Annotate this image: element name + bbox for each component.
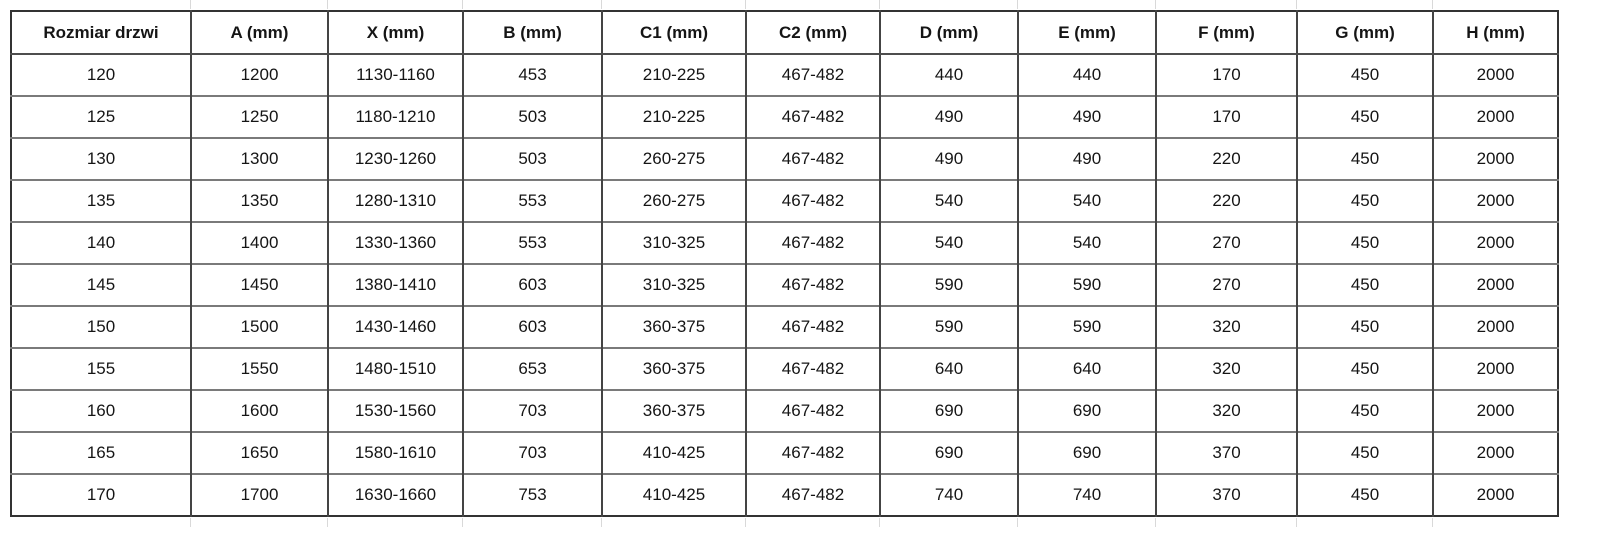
table-cell: 1180-1210 bbox=[328, 96, 463, 138]
table-cell: 1380-1410 bbox=[328, 264, 463, 306]
table-cell: 370 bbox=[1156, 474, 1297, 516]
table-cell: 603 bbox=[463, 264, 602, 306]
column-header: H (mm) bbox=[1433, 11, 1558, 54]
table-cell: 2000 bbox=[1433, 96, 1558, 138]
table-cell: 410-425 bbox=[602, 474, 746, 516]
table-cell: 1500 bbox=[191, 306, 328, 348]
table-cell: 1230-1260 bbox=[328, 138, 463, 180]
table-cell: 450 bbox=[1297, 432, 1433, 474]
table-cell: 2000 bbox=[1433, 222, 1558, 264]
table-cell: 1280-1310 bbox=[328, 180, 463, 222]
table-cell: 490 bbox=[1018, 96, 1156, 138]
table-cell: 260-275 bbox=[602, 180, 746, 222]
table-cell: 540 bbox=[1018, 180, 1156, 222]
table-cell: 170 bbox=[11, 474, 191, 516]
table-cell: 450 bbox=[1297, 390, 1433, 432]
table-cell: 753 bbox=[463, 474, 602, 516]
table-row bbox=[11, 348, 1558, 390]
table-cell: 320 bbox=[1156, 306, 1297, 348]
table-cell: 467-482 bbox=[746, 180, 880, 222]
table-cell: 503 bbox=[463, 138, 602, 180]
table-cell: 145 bbox=[11, 264, 191, 306]
table-cell: 320 bbox=[1156, 390, 1297, 432]
table-cell: 130 bbox=[11, 138, 191, 180]
table-cell: 165 bbox=[11, 432, 191, 474]
door-size-spec-table bbox=[10, 10, 1559, 517]
table-cell: 740 bbox=[1018, 474, 1156, 516]
table-cell: 590 bbox=[880, 264, 1018, 306]
table-cell: 740 bbox=[880, 474, 1018, 516]
table-row bbox=[11, 390, 1558, 432]
table-cell: 1580-1610 bbox=[328, 432, 463, 474]
table-cell: 2000 bbox=[1433, 180, 1558, 222]
table-cell: 590 bbox=[1018, 264, 1156, 306]
table-cell: 490 bbox=[880, 138, 1018, 180]
table-cell: 640 bbox=[1018, 348, 1156, 390]
table-cell: 360-375 bbox=[602, 306, 746, 348]
table-cell: 540 bbox=[1018, 222, 1156, 264]
column-header: D (mm) bbox=[880, 11, 1018, 54]
table-cell: 467-482 bbox=[746, 222, 880, 264]
table-cell: 2000 bbox=[1433, 138, 1558, 180]
table-cell: 135 bbox=[11, 180, 191, 222]
table-row bbox=[11, 264, 1558, 306]
header-row bbox=[11, 11, 1558, 54]
table-cell: 1330-1360 bbox=[328, 222, 463, 264]
table-cell: 603 bbox=[463, 306, 602, 348]
table-cell: 467-482 bbox=[746, 390, 880, 432]
table-cell: 160 bbox=[11, 390, 191, 432]
table-cell: 590 bbox=[880, 306, 1018, 348]
table-cell: 690 bbox=[880, 432, 1018, 474]
table-cell: 590 bbox=[1018, 306, 1156, 348]
column-header: X (mm) bbox=[328, 11, 463, 54]
column-header: A (mm) bbox=[191, 11, 328, 54]
table-cell: 220 bbox=[1156, 138, 1297, 180]
table-cell: 450 bbox=[1297, 138, 1433, 180]
table-cell: 1350 bbox=[191, 180, 328, 222]
table-cell: 320 bbox=[1156, 348, 1297, 390]
table-row bbox=[11, 306, 1558, 348]
table-row bbox=[11, 54, 1558, 96]
table-cell: 170 bbox=[1156, 54, 1297, 96]
table-cell: 690 bbox=[1018, 390, 1156, 432]
table-cell: 1250 bbox=[191, 96, 328, 138]
table-cell: 440 bbox=[1018, 54, 1156, 96]
table-row bbox=[11, 180, 1558, 222]
column-header: C1 (mm) bbox=[602, 11, 746, 54]
table-cell: 490 bbox=[880, 96, 1018, 138]
table-cell: 155 bbox=[11, 348, 191, 390]
table-cell: 467-482 bbox=[746, 54, 880, 96]
table-cell: 540 bbox=[880, 222, 1018, 264]
column-header: F (mm) bbox=[1156, 11, 1297, 54]
table-row bbox=[11, 138, 1558, 180]
table-cell: 450 bbox=[1297, 348, 1433, 390]
column-header: E (mm) bbox=[1018, 11, 1156, 54]
table-cell: 1400 bbox=[191, 222, 328, 264]
table-cell: 450 bbox=[1297, 222, 1433, 264]
table-cell: 360-375 bbox=[602, 348, 746, 390]
table-cell: 270 bbox=[1156, 222, 1297, 264]
table-cell: 1130-1160 bbox=[328, 54, 463, 96]
table-cell: 125 bbox=[11, 96, 191, 138]
table-cell: 467-482 bbox=[746, 474, 880, 516]
table-cell: 2000 bbox=[1433, 306, 1558, 348]
table-cell: 453 bbox=[463, 54, 602, 96]
table-cell: 467-482 bbox=[746, 306, 880, 348]
table-cell: 503 bbox=[463, 96, 602, 138]
table-cell: 2000 bbox=[1433, 348, 1558, 390]
table-cell: 467-482 bbox=[746, 348, 880, 390]
table-cell: 270 bbox=[1156, 264, 1297, 306]
table-row bbox=[11, 432, 1558, 474]
table-cell: 450 bbox=[1297, 54, 1433, 96]
table-cell: 1650 bbox=[191, 432, 328, 474]
column-header: B (mm) bbox=[463, 11, 602, 54]
table-row bbox=[11, 96, 1558, 138]
column-header: C2 (mm) bbox=[746, 11, 880, 54]
table-cell: 310-325 bbox=[602, 264, 746, 306]
table-cell: 120 bbox=[86, 65, 116, 84]
table-cell: 1550 bbox=[191, 348, 328, 390]
column-header: Rozmiar drzwi bbox=[11, 11, 191, 54]
table-row bbox=[11, 474, 1558, 516]
table-cell: 310-325 bbox=[602, 222, 746, 264]
table-cell: 1480-1510 bbox=[328, 348, 463, 390]
table-cell: 450 bbox=[1297, 474, 1433, 516]
table-cell: 1200 bbox=[191, 54, 328, 96]
table-cell: 553 bbox=[463, 180, 602, 222]
table-cell: 150 bbox=[11, 306, 191, 348]
table-cell: 360-375 bbox=[602, 390, 746, 432]
table-cell: 703 bbox=[463, 432, 602, 474]
table-row bbox=[11, 222, 1558, 264]
table-cell: 1700 bbox=[191, 474, 328, 516]
table-cell: 450 bbox=[1297, 96, 1433, 138]
table-cell: 467-482 bbox=[746, 138, 880, 180]
table-cell: 653 bbox=[463, 348, 602, 390]
table-cell: 467-482 bbox=[746, 432, 880, 474]
table-cell: 1300 bbox=[191, 138, 328, 180]
table-cell: 450 bbox=[1297, 264, 1433, 306]
table-cell: 703 bbox=[463, 390, 602, 432]
table-cell: 440 bbox=[880, 54, 1018, 96]
table-cell: 2000 bbox=[1433, 390, 1558, 432]
table-cell: 1530-1560 bbox=[328, 390, 463, 432]
table-cell: 553 bbox=[463, 222, 602, 264]
table-cell: 1430-1460 bbox=[328, 306, 463, 348]
table-cell: 2000 bbox=[1433, 264, 1558, 306]
table-cell: 2000 bbox=[1433, 54, 1558, 96]
column-header: G (mm) bbox=[1297, 11, 1433, 54]
table-cell: 1600 bbox=[191, 390, 328, 432]
table-cell: 210-225 bbox=[602, 96, 746, 138]
table-cell: 467-482 bbox=[746, 96, 880, 138]
table-cell: 540 bbox=[880, 180, 1018, 222]
table-cell: 450 bbox=[1297, 306, 1433, 348]
table-cell: 1630-1660 bbox=[328, 474, 463, 516]
table-cell: 690 bbox=[880, 390, 1018, 432]
table-cell: 490 bbox=[1018, 138, 1156, 180]
table-cell: 210-225 bbox=[602, 54, 746, 96]
table-cell: 2000 bbox=[1433, 432, 1558, 474]
table-cell: 260-275 bbox=[602, 138, 746, 180]
table-cell: 370 bbox=[1156, 432, 1297, 474]
table-cell: 640 bbox=[880, 348, 1018, 390]
table-cell: 450 bbox=[1297, 180, 1433, 222]
table-cell: 2000 bbox=[1433, 474, 1558, 516]
table-cell: 410-425 bbox=[602, 432, 746, 474]
table-cell: 140 bbox=[11, 222, 191, 264]
table-cell: 467-482 bbox=[746, 264, 880, 306]
table-cell: 690 bbox=[1018, 432, 1156, 474]
table-cell: 1450 bbox=[191, 264, 328, 306]
table-cell: 220 bbox=[1156, 180, 1297, 222]
table-cell: 170 bbox=[1156, 96, 1297, 138]
